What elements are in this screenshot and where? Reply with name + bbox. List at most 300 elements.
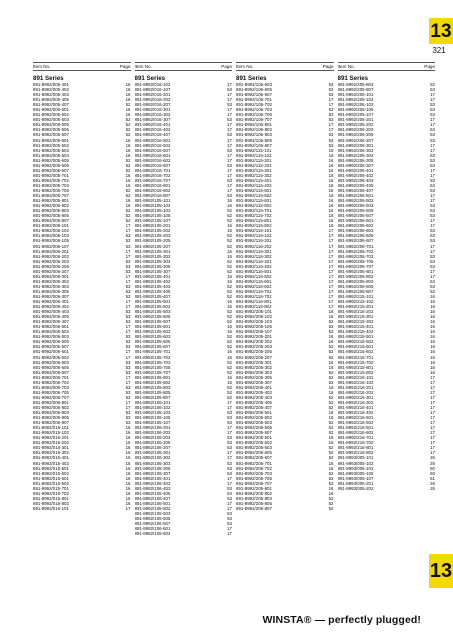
page-ref: 16	[125, 177, 131, 183]
index-rows	[338, 82, 436, 491]
page-ref: 52	[328, 329, 334, 335]
page-ref: 17	[227, 187, 232, 193]
page-ref: 52	[227, 208, 232, 214]
item-number: 891-8992/205-803	[337, 82, 374, 87]
item-number: 891-8992/105-502	[134, 304, 171, 310]
item-number: 891-8992/206-805	[337, 283, 374, 289]
page-ref: 17	[227, 450, 232, 456]
page-ref: 16	[125, 198, 131, 204]
page-ref: 53	[430, 263, 435, 269]
page-ref: 53	[125, 384, 131, 390]
page-ref: 52	[328, 470, 334, 476]
item-number: 891-8992/105-802	[134, 379, 171, 385]
item-number: 891-8992/005-403	[33, 92, 69, 98]
page-ref: 17	[430, 405, 435, 410]
page-ref: 17	[227, 500, 232, 506]
item-number: 891-8992/116-702	[236, 293, 272, 299]
page-ref: 16	[125, 97, 131, 103]
page-ref: 17	[328, 127, 334, 133]
page-ref: 17	[430, 445, 435, 451]
item-number: 891-8993/005-107	[337, 475, 374, 481]
item-number: 891-8992/206-103	[337, 102, 374, 108]
page-ref: 53	[430, 132, 435, 138]
page-ref: 16	[125, 500, 131, 506]
item-number: 891-8992/015-701	[33, 485, 69, 491]
item-number: 891-8992/216-201	[337, 384, 374, 390]
column-header-page: Page	[119, 64, 131, 69]
page-ref: 53	[328, 92, 334, 98]
item-number: 891-8992/106-507	[134, 521, 171, 527]
item-number: 891-8992/106-801	[236, 122, 272, 128]
item-number: 891-8992/006-503	[33, 334, 69, 340]
item-number: 891-8992/015-302	[33, 450, 69, 456]
item-number: 891-8992/006-301	[33, 273, 69, 279]
page-ref: 52	[227, 263, 232, 269]
item-number: 891-8992/115-802	[236, 223, 272, 229]
item-number: 891-8992/005-605	[33, 157, 69, 163]
item-number: 891-8992/205-502	[236, 415, 272, 421]
page-ref: 16	[430, 319, 435, 325]
item-number: 891-8992/005-602	[33, 142, 69, 148]
page-ref: 16	[125, 203, 131, 209]
item-number: 891-8992/206-801	[337, 268, 374, 274]
page-ref: 17	[125, 223, 131, 229]
page-ref: 17	[430, 147, 435, 153]
item-number: 891-8992/216-501	[337, 415, 374, 421]
item-number: 891-8992/106-605	[236, 87, 272, 93]
item-number: 891-8992/006-303	[33, 283, 69, 289]
item-number: 891-8992/215-201	[337, 304, 374, 310]
page-ref: 17	[430, 399, 435, 405]
page-ref: 17	[227, 157, 232, 163]
index-columns	[33, 62, 435, 597]
item-number: 891-8992/216-401	[337, 405, 374, 410]
item-number: 891-8992/005-606	[33, 162, 69, 168]
page-ref: 16	[227, 198, 232, 204]
item-number: 891-8992/205-403	[236, 394, 272, 400]
item-number: 891-8992/006-102	[33, 228, 69, 234]
item-number: 891-8992/216-801	[337, 445, 374, 451]
page-ref: 17	[227, 152, 232, 158]
page-ref: 53	[227, 102, 232, 108]
item-number: 891-8992/006-702	[33, 379, 69, 385]
page-ref: 52	[328, 394, 334, 400]
item-number: 891-8992/005-707	[33, 193, 69, 199]
page-ref: 53	[328, 117, 334, 123]
item-number: 891-8992/206-405	[337, 182, 374, 188]
page-ref: 16	[430, 364, 435, 370]
page-ref: 16	[125, 490, 131, 496]
item-number: 891-8992/105-505	[134, 314, 171, 320]
page-ref: 52	[227, 268, 232, 274]
page-ref: 17	[227, 112, 232, 118]
item-number: 891-8992/205-305	[236, 374, 272, 380]
page-ref: 53	[328, 87, 334, 93]
item-number: 891-8992/206-705	[337, 258, 374, 264]
page-ref: 17	[430, 117, 435, 123]
page-ref: 16	[125, 435, 131, 441]
item-number: 891-8992/015-602	[33, 480, 69, 486]
item-number: 891-8992/205-803	[236, 495, 272, 501]
item-number: 891-8992/005-507	[33, 132, 69, 138]
page-ref: 53	[430, 228, 435, 234]
page-ref: 53	[227, 132, 232, 138]
page-ref: 52	[227, 213, 232, 219]
page-ref: 52	[227, 283, 232, 289]
page-ref: 17	[227, 480, 232, 486]
item-number: 891-8992/006-802	[33, 405, 69, 410]
item-number: 891-8993/005-102	[337, 460, 374, 466]
item-number: 891-8992/106-103	[134, 410, 171, 416]
item-number: 891-8992/016-102	[134, 82, 171, 87]
page-ref: 17	[328, 238, 334, 244]
page-ref: 53	[125, 314, 131, 320]
item-number: 891-8992/205-807	[236, 505, 272, 511]
page-ref: 52	[328, 445, 334, 451]
page-ref: 16	[430, 299, 435, 305]
page-ref: 53	[125, 415, 131, 421]
item-number: 891-8992/005-607	[33, 167, 69, 173]
page-ref: 53	[227, 510, 232, 516]
page-ref: 16	[227, 329, 232, 335]
page-ref: 53	[227, 440, 232, 446]
page-ref: 16	[430, 309, 435, 315]
page-ref: 52	[328, 374, 334, 380]
page-ref: 53	[125, 319, 131, 325]
item-number: 891-8992/206-607	[337, 238, 374, 244]
page-ref: 17	[125, 299, 131, 305]
item-number: 891-8992/215-302	[337, 319, 374, 325]
page-ref: 53	[125, 420, 131, 426]
item-number: 891-8992/005-503	[33, 117, 69, 123]
page-ref: 16	[328, 339, 334, 345]
item-number: 891-8992/206-507	[337, 213, 374, 219]
item-number: 891-8992/106-202	[134, 430, 171, 436]
page-ref: 16	[328, 440, 334, 446]
item-number: 891-8992/006-703	[33, 384, 69, 390]
page-ref: 53	[125, 238, 131, 244]
item-number: 891-8992/216-602	[337, 430, 374, 436]
page-ref: 53	[430, 208, 435, 214]
page-ref: 16	[125, 455, 131, 461]
item-number: 891-8992/006-803	[33, 410, 69, 416]
item-number: 891-8992/016-502	[134, 142, 171, 148]
page-ref: 17	[430, 389, 435, 395]
item-number: 891-8992/205-205	[236, 349, 272, 355]
item-number: 891-8992/205-105	[236, 324, 272, 330]
item-number: 891-8992/206-502	[337, 198, 374, 204]
page-ref: 17	[125, 349, 131, 355]
page-ref: 53	[125, 369, 131, 375]
item-number: 891-8993/005-201	[337, 480, 374, 486]
item-number: 891-8992/105-201	[134, 223, 171, 229]
page-ref: 17	[430, 425, 435, 431]
page-ref: 53	[430, 213, 435, 219]
page-ref: 17	[430, 450, 435, 456]
item-number: 891-8993/005-101	[337, 455, 374, 461]
item-number: 891-8992/215-202	[337, 309, 374, 315]
page-ref: 17	[328, 273, 334, 279]
item-number: 891-8992/216-802	[337, 450, 374, 456]
page-ref: 52	[125, 213, 131, 219]
item-number: 891-8992/015-601	[33, 475, 69, 481]
page-ref: 16	[227, 349, 232, 355]
item-number: 891-8992/116-801	[236, 299, 272, 305]
page-ref: 16	[227, 379, 232, 385]
item-number: 891-8992/106-803	[236, 132, 272, 138]
page-ref: 17	[430, 420, 435, 426]
item-number: 891-8992/006-501	[33, 324, 69, 330]
item-number: 891-8992/206-201	[337, 117, 374, 123]
page-ref: 52	[328, 324, 334, 330]
item-number: 891-8992/206-202	[337, 122, 374, 128]
page-ref: 53	[125, 394, 131, 400]
brand-slogan: WINSTA® — perfectly plugged!	[262, 614, 421, 626]
item-number: 891-8992/106-102	[134, 405, 171, 410]
item-number: 891-8992/006-201	[33, 248, 69, 254]
item-number: 891-8992/205-201	[236, 334, 272, 340]
chapter-number: 13	[430, 20, 452, 42]
page-ref: 17	[430, 172, 435, 178]
page-ref: 53	[227, 485, 232, 491]
page-ref: 16	[328, 465, 334, 471]
page-ref: 52	[328, 399, 334, 405]
item-number: 891-8992/206-407	[337, 187, 374, 193]
page-ref: 53	[227, 445, 232, 451]
item-number: 891-8992/006-202	[33, 253, 69, 259]
item-number: 891-8992/015-702	[33, 490, 69, 496]
item-number: 891-8992/105-705	[134, 364, 171, 370]
page-ref: 17	[227, 122, 232, 128]
item-number: 891-8992/206-107	[337, 112, 374, 118]
page-ref: 16	[227, 253, 232, 259]
page-ref: 17	[328, 263, 334, 269]
page-ref: 16	[328, 208, 334, 214]
page-ref: 16	[227, 299, 232, 305]
page-ref: 53	[227, 117, 232, 123]
item-number: 891-8992/106-205	[134, 440, 171, 446]
item-number: 891-8992/006-305	[33, 288, 69, 294]
page-ref: 53	[227, 147, 232, 153]
page-ref: 17	[430, 198, 435, 204]
page-ref: 53	[227, 420, 232, 426]
page-ref: 53	[125, 334, 131, 340]
item-number: 891-8992/215-401	[337, 324, 374, 330]
page-ref: 17	[430, 394, 435, 400]
item-number: 891-8992/205-207	[236, 354, 272, 360]
item-number: 891-8992/206-707	[337, 263, 374, 269]
item-number: 891-8992/215-301	[337, 314, 374, 320]
item-number: 891-8992/206-105	[337, 107, 374, 113]
item-number: 891-8992/115-102	[236, 152, 272, 158]
item-number: 891-8992/106-705	[236, 112, 272, 118]
item-number: 891-8992/005-807	[33, 218, 69, 224]
page-ref: 53	[430, 233, 435, 239]
item-number: 891-8992/115-602	[236, 203, 272, 209]
page-ref: 17	[430, 243, 435, 249]
page-ref: 17	[328, 278, 334, 284]
page-ref: 17	[227, 399, 232, 405]
page-ref: 16	[125, 485, 131, 491]
item-number: 891-8992/106-107	[134, 420, 171, 426]
page-ref: 26	[430, 455, 435, 461]
page-ref: 17	[328, 233, 334, 239]
page-ref: 17	[125, 329, 131, 335]
item-number: 891-8992/105-601	[134, 324, 171, 330]
page-ref: 16	[125, 445, 131, 451]
item-number: 891-8992/005-407	[33, 102, 69, 108]
item-number: 891-8992/106-305	[134, 465, 171, 471]
series-title: 891 Series	[337, 75, 369, 82]
page-ref: 52	[328, 379, 334, 385]
page-ref: 16	[227, 203, 232, 209]
page-ref: 16	[328, 389, 334, 395]
item-number: 891-8992/106-601	[134, 526, 171, 532]
page-ref: 17	[430, 248, 435, 254]
index-row	[338, 486, 436, 491]
page-ref: 16	[125, 430, 131, 436]
page-ref: 16	[125, 480, 131, 486]
item-number: 891-8992/116-302	[236, 253, 272, 259]
page-ref: 17	[227, 167, 232, 173]
page-ref: 16	[328, 334, 334, 340]
page-ref: 16	[328, 167, 334, 173]
item-number: 891-8992/016-702	[134, 172, 171, 178]
item-number: 891-8992/206-602	[337, 223, 374, 229]
page-ref: 26	[430, 485, 435, 491]
page-ref: 52	[227, 233, 232, 239]
item-number: 891-8992/016-101	[33, 505, 69, 511]
item-number: 891-8992/215-502	[337, 339, 374, 345]
page-ref: 61	[430, 475, 435, 481]
page-ref: 16	[328, 147, 334, 153]
page-ref: 17	[430, 142, 435, 148]
item-number: 891-8992/005-701	[33, 172, 69, 178]
item-number: 891-8992/206-205	[337, 132, 374, 138]
item-number: 891-8992/005-505	[33, 122, 69, 128]
page-ref: 52	[430, 82, 435, 87]
page-ref: 17	[328, 102, 334, 108]
page-ref: 52	[328, 455, 334, 461]
page-ref: 53	[227, 177, 232, 183]
page-ref: 16	[227, 248, 232, 254]
page-ref: 17	[227, 425, 232, 431]
item-number: 891-8992/206-303	[337, 152, 374, 158]
item-number: 891-8992/005-705	[33, 187, 69, 193]
side-chapter-tab	[429, 554, 453, 588]
item-number: 891-8992/006-502	[33, 329, 69, 335]
item-number: 891-8992/216-601	[337, 425, 374, 431]
page-ref: 16	[430, 359, 435, 365]
item-number: 891-8992/006-103	[33, 233, 69, 239]
item-number: 891-8992/206-703	[337, 253, 374, 259]
page-ref: 17	[125, 405, 131, 410]
page-ref: 53	[125, 268, 131, 274]
item-number: 891-8992/205-601	[236, 435, 272, 441]
page-ref: 53	[125, 364, 131, 370]
item-number: 891-8992/105-202	[134, 228, 171, 234]
item-number: 891-8992/005-801	[33, 198, 69, 204]
item-number: 891-8992/205-202	[236, 339, 272, 345]
page-ref: 16	[328, 218, 334, 224]
item-number: 891-8992/105-402	[134, 278, 171, 284]
item-number: 891-8992/005-703	[33, 182, 69, 188]
item-number: 891-8992/205-701	[236, 460, 272, 466]
series-title: 891 Series	[134, 75, 166, 82]
item-number: 891-8992/205-405	[236, 399, 272, 405]
item-number: 891-8992/206-605	[337, 233, 374, 239]
page-ref: 16	[125, 147, 131, 153]
page-ref: 17	[328, 122, 334, 128]
item-number: 891-8992/115-201	[236, 157, 272, 163]
page-ref: 52	[227, 339, 232, 345]
item-number: 891-8992/205-402	[236, 389, 272, 395]
item-number: 891-8992/206-807	[337, 288, 374, 294]
page-ref: 16	[125, 470, 131, 476]
item-number: 891-8992/106-602	[134, 531, 171, 537]
page-ref: 16	[125, 440, 131, 446]
page-ref: 52	[328, 500, 334, 506]
page-ref: 16	[328, 162, 334, 168]
item-number: 891-8992/015-102	[33, 430, 69, 436]
item-number: 891-8992/005-506	[33, 127, 69, 133]
page-ref: 16	[125, 425, 131, 431]
item-number: 891-8992/015-301	[33, 445, 69, 451]
page-ref: 16	[125, 142, 131, 148]
page-ref: 52	[227, 238, 232, 244]
page-ref: 16	[125, 107, 131, 113]
page-ref: 16	[430, 354, 435, 360]
item-number: 891-8992/205-505	[236, 425, 272, 431]
page-ref: 17	[430, 410, 435, 416]
page-ref: 16	[328, 384, 334, 390]
page-ref: 52	[125, 167, 131, 173]
index-rows	[33, 82, 131, 511]
item-number: 891-8992/115-502	[236, 193, 272, 199]
item-number: 891-8992/016-801	[134, 182, 171, 188]
item-number: 891-8992/116-101	[236, 228, 272, 234]
item-number: 891-8992/105-401	[134, 273, 171, 279]
item-number: 891-8992/106-502	[134, 505, 171, 511]
item-number: 891-8992/205-407	[236, 405, 272, 410]
index-column-4	[338, 62, 436, 597]
item-number: 891-8992/005-802	[33, 203, 69, 209]
page-number: 321	[432, 46, 446, 55]
page-ref: 16	[328, 410, 334, 416]
item-number: 891-8992/016-602	[134, 157, 171, 163]
page-ref: 53	[430, 278, 435, 284]
page-ref: 53	[328, 137, 334, 143]
index-rows	[135, 82, 233, 536]
item-number: 891-8992/016-501	[134, 137, 171, 143]
page-ref: 53	[227, 465, 232, 471]
item-number: 891-8992/216-402	[337, 410, 374, 416]
page-ref: 16	[125, 87, 131, 93]
item-number: 891-8992/205-805	[236, 500, 272, 506]
item-number: 891-8992/015-401	[33, 455, 69, 461]
page-ref: 17	[227, 430, 232, 436]
page-ref: 53	[430, 283, 435, 289]
item-number: 891-8992/205-707	[236, 480, 272, 486]
item-number: 891-8992/206-302	[337, 147, 374, 153]
index-row	[33, 506, 131, 511]
item-number: 891-8992/105-702	[134, 354, 171, 360]
page-ref: 17	[430, 218, 435, 224]
series-title: 891 Series	[236, 75, 267, 82]
item-number: 891-8992/206-307	[337, 162, 374, 168]
page-ref: 52	[125, 187, 131, 193]
page-ref: 17	[328, 268, 334, 274]
